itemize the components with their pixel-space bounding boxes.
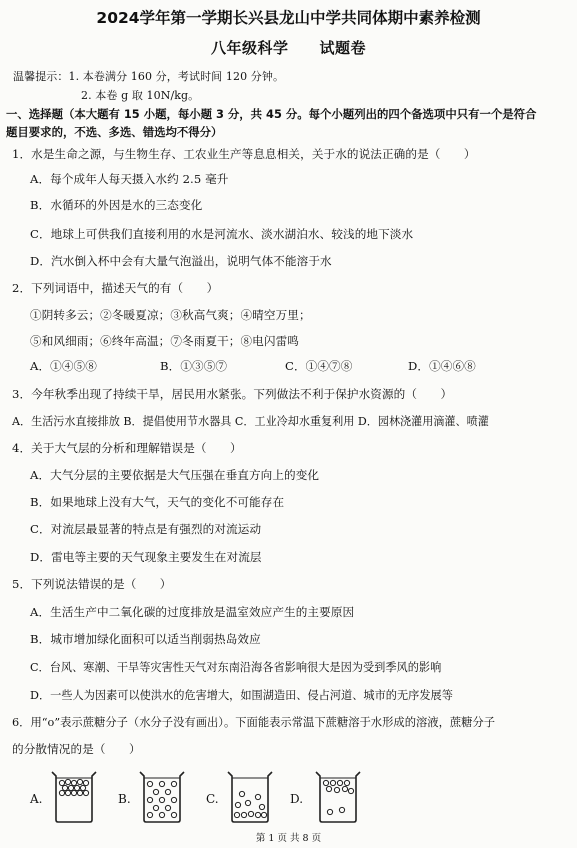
q6-beaker-options: [0, 766, 577, 826]
note-line-2: 2. 本卷 g 取 10N/kg。: [81, 89, 200, 102]
q5-option-a: A．生活生产中二氧化碳的过度排放是温室效应产生的主要原因: [30, 605, 355, 619]
beaker-c-figure: [224, 770, 276, 824]
q1-option-d: D．汽水倒入杯中会有大量气泡溢出，说明气体不能溶于水: [30, 254, 332, 268]
q5-option-c: C．台风、寒潮、干旱等灾害性天气对东南沿海各省影响很大是因为受到季风的影响: [30, 661, 442, 674]
q3-stem: 3．今年秋季出现了持续干旱，居民用水紧张。下列做法不利于保护水资源的（ ）: [12, 387, 453, 401]
q4-option-c: C．对流层最显著的特点是有强烈的对流运动: [30, 522, 262, 536]
beaker-a-figure: [48, 770, 100, 824]
q4-option-a: A．大气分层的主要依据是大气压强在垂直方向上的变化: [30, 468, 320, 482]
q5-option-b: B．城市增加绿化面积可以适当削弱热岛效应: [30, 632, 261, 646]
q2-items-row-2: ⑤和风细雨；⑥终年高温；⑦冬雨夏干；⑧电闪雷鸣: [30, 334, 299, 348]
q2-option-b: B．①③⑤⑦: [160, 359, 228, 373]
exam-subtitle: 八年级科学 试题卷: [210, 39, 366, 57]
beaker-d-figure: [312, 770, 364, 824]
page-footer: 第 1 页 共 8 页: [255, 833, 322, 844]
q2-option-d: D．①④⑥⑧: [408, 359, 476, 373]
q1-option-c: C．地球上可供我们直接利用的水是河流水、淡水湖泊水、较浅的地下淡水: [30, 227, 414, 241]
q2-option-a: A．①④⑤⑧: [30, 359, 97, 373]
q6-stem-line-2: 的分散情况的是（ ）: [12, 742, 141, 756]
note-line-1: 温馨提示：1. 本卷满分 160 分，考试时间 120 分钟。: [13, 70, 285, 83]
q2-items-row-1: ①阴转多云；②冬暖夏凉；③秋高气爽；④晴空万里；: [30, 308, 311, 322]
q6-label-c: C.: [206, 792, 219, 806]
q1-option-b: B．水循环的外因是水的三态变化: [30, 198, 203, 212]
q6-label-a: A.: [30, 792, 43, 806]
q5-option-d: D．一些人为因素可以使洪水的危害增大，如围湖造田、侵占河道、城市的无序发展等: [30, 689, 453, 702]
q2-option-c: C．①④⑦⑧: [285, 359, 353, 373]
q1-option-a: A．每个成年人每天摄入水约 2.5 毫升: [30, 172, 229, 186]
q1-stem: 1．水是生命之源，与生物生存、工农业生产等息息相关，关于水的说法正确的是（ ）: [12, 147, 476, 161]
beaker-b-figure: [136, 770, 188, 824]
q6-stem-line-1: 6．用“o”表示蔗糖分子（水分子没有画出）。下面能表示常温下蔗糖溶于水形成的溶液，蔗糖分子: [12, 716, 496, 729]
exam-title: 2024学年第一学期长兴县龙山中学共同体期中素养检测: [96, 9, 481, 27]
q6-label-d: D.: [290, 792, 304, 806]
q3-options: A．生活污水直接排放 B．提倡使用节水器具 C．工业冷却水重复利用 D．园林浇灌用滴灌、喷灌: [12, 415, 489, 428]
q4-stem: 4．关于大气层的分析和理解错误是（ ）: [12, 441, 242, 455]
q5-stem: 5．下列说法错误的是（ ）: [12, 577, 172, 591]
section-heading-line-2: 题目要求的，不选、多选、错选均不得分）: [6, 125, 223, 139]
q4-option-b: B．如果地球上没有大气，天气的变化不可能存在: [30, 495, 285, 509]
section-heading-line-1: 一、选择题（本大题有 15 小题，每小题 3 分，共 45 分。每个小题列出的四个备选项中只有一个是符合: [6, 107, 537, 121]
q4-option-d: D．雷电等主要的天气现象主要发生在对流层: [30, 550, 262, 564]
q6-label-b: B.: [118, 792, 131, 806]
q2-stem: 2．下列词语中，描述天气的有（ ）: [12, 281, 219, 295]
